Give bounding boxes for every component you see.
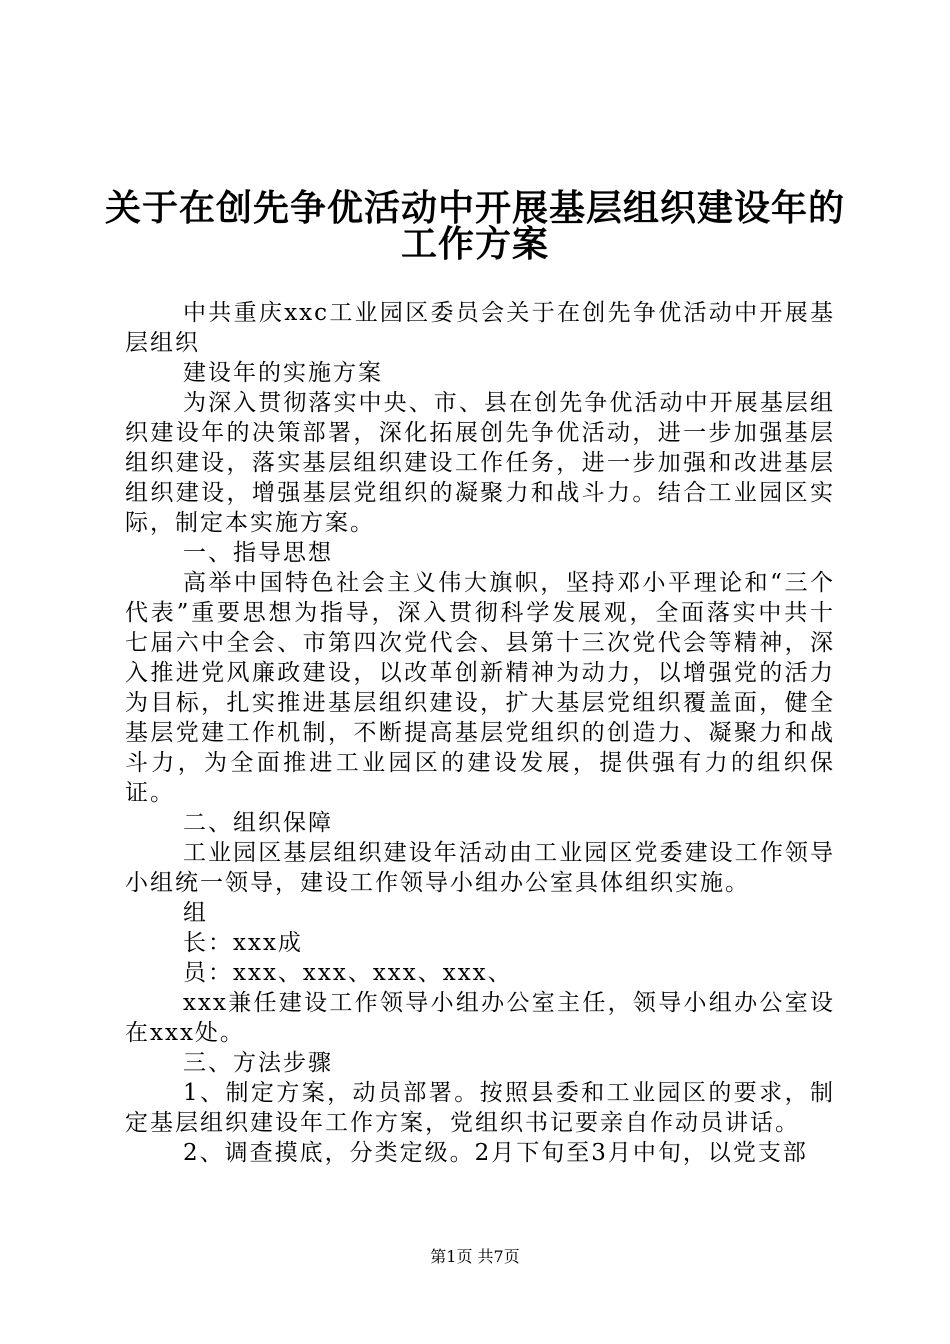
page-number-footer: 第1页 共7页 — [430, 1247, 520, 1266]
body-paragraph: 高举中国特色社会主义伟大旗帜，坚持邓小平理论和“三个代表”重要思想为指导，深入贯彻科学发展观，全面落实中共十七届六中全会、市第四次党代会、县第十三次党代会等精神，深入推进党风廉政建设，以改革创新精神为动力，以增强党的活力为目标，扎实推进基层组织建设，扩大基层党组织覆盖面，健全基层党建工作机制，不断提高基层党组织的创造力、凝聚力和战斗力，为全面推进工业园区的建设发展，提供强有力的组织保证。 — [125, 570, 835, 806]
body-paragraph: xxx兼任建设工作领导小组办公室主任，领导小组办公室设在xxx处。 — [125, 990, 835, 1046]
body-paragraph: 长：xxx成 — [183, 930, 303, 956]
document-title-line-2: 工作方案 — [400, 223, 549, 265]
body-paragraph: 组 — [183, 900, 208, 926]
section-heading: 二、组织保障 — [183, 810, 333, 836]
body-paragraph: 2、调查摸底，分类定级。2月下旬至3月中旬，以党支部 — [183, 1140, 808, 1166]
section-heading: 三、方法步骤 — [183, 1050, 333, 1076]
body-paragraph: 员：xxx、xxx、xxx、xxx、 — [183, 960, 513, 986]
document-body — [125, 298, 835, 1168]
body-paragraph: 1、制定方案，动员部署。按照县委和工业园区的要求，制定基层组织建设年工作方案，党组织书记要亲自作动员讲话。 — [125, 1080, 835, 1136]
document-title-line-1: 关于在创先争优活动中开展基层组织建设年的 — [104, 187, 845, 229]
body-paragraph: 中共重庆xxc工业园区委员会关于在创先争优活动中开展基层组织 — [125, 300, 835, 356]
body-paragraph: 建设年的实施方案 — [183, 360, 383, 386]
section-heading: 一、指导思想 — [183, 540, 333, 566]
body-paragraph: 为深入贯彻落实中央、市、县在创先争优活动中开展基层组织建设年的决策部署，深化拓展创先争优活动，进一步加强基层组织建设，落实基层组织建设工作任务，进一步加强和改进基层组织建设，增强基层党组织的凝聚力和战斗力。结合工业园区实际，制定本实施方案。 — [125, 390, 835, 536]
body-paragraph: 工业园区基层组织建设年活动由工业园区党委建设工作领导小组统一领导，建设工作领导小组办公室具体组织实施。 — [125, 840, 835, 896]
